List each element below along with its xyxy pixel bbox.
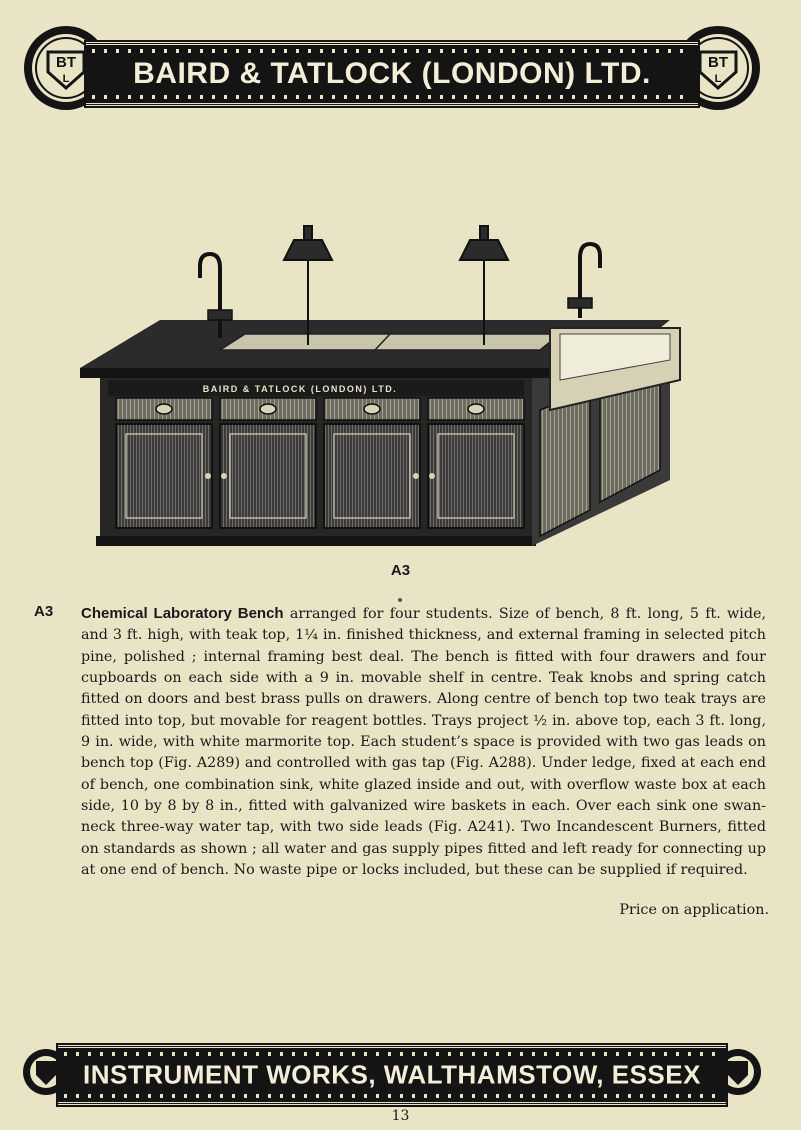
page-number: 13 xyxy=(391,1108,410,1124)
bench-maker-plate: BAIRD & TATLOCK (LONDON) LTD. xyxy=(202,384,398,394)
header-banner xyxy=(22,22,762,114)
header-band xyxy=(86,42,698,106)
svg-text:BT: BT xyxy=(708,54,728,71)
svg-text:BT: BT xyxy=(56,54,76,71)
figure-caption: A3 xyxy=(390,562,411,579)
price-note: Price on application. xyxy=(619,902,769,918)
laboratory-bench-illustration xyxy=(70,210,690,560)
works-address: INSTRUMENT WORKS, WALTHAMSTOW, ESSEX xyxy=(83,1059,701,1090)
company-name: BAIRD & TATLOCK (LONDON) LTD. xyxy=(133,57,651,90)
footer-band xyxy=(58,1045,726,1105)
product-description-text: arranged for four students. Size of bench, 8 ft. long, 5 ft. wide, and 3 ft. high, with teak top, 1¼ in. finished thickness, and external framing in selected pitch pine, polished ; internal framing best deal. The bench is fitted with four drawers and four cupboards on each side with a 9 in. movable shelf in centre. Teak knobs and spring catch fitted on doors and best brass pulls on drawers. Along centre of bench top two teak trays are fitted into top, but movable for reagent bottles. Trays project ½ in. above top, each 3 ft. long, 9 in. wide, with white marmorite top. Each student’s space is provided with two gas leads on bench top (Fig. A289) and controlled with gas tap (Fig. A288). Under ledge, fixed at each end of bench, one combination sink, white glazed inside and out, with overflow waste box at each side, 10 by 8 by 8 in., fitted with galvanized wire baskets in each. Over each sink one swan-neck three-way water tap, with two side leads (Fig. A241). Two Incandescent Burners, fitted on standards as shown ; all water and gas supply pipes fitted and left ready for connecting up at one end of bench. No waste pipe or locks included, but these can be supplied if required. xyxy=(81,606,766,879)
catalogue-code: A3 xyxy=(34,603,54,620)
product-description xyxy=(81,603,766,881)
footer-banner xyxy=(22,1035,762,1107)
product-name: Chemical Laboratory Bench xyxy=(81,605,284,622)
separator-dot xyxy=(398,598,402,602)
svg-text:L: L xyxy=(714,73,722,85)
svg-text:L: L xyxy=(62,73,70,85)
